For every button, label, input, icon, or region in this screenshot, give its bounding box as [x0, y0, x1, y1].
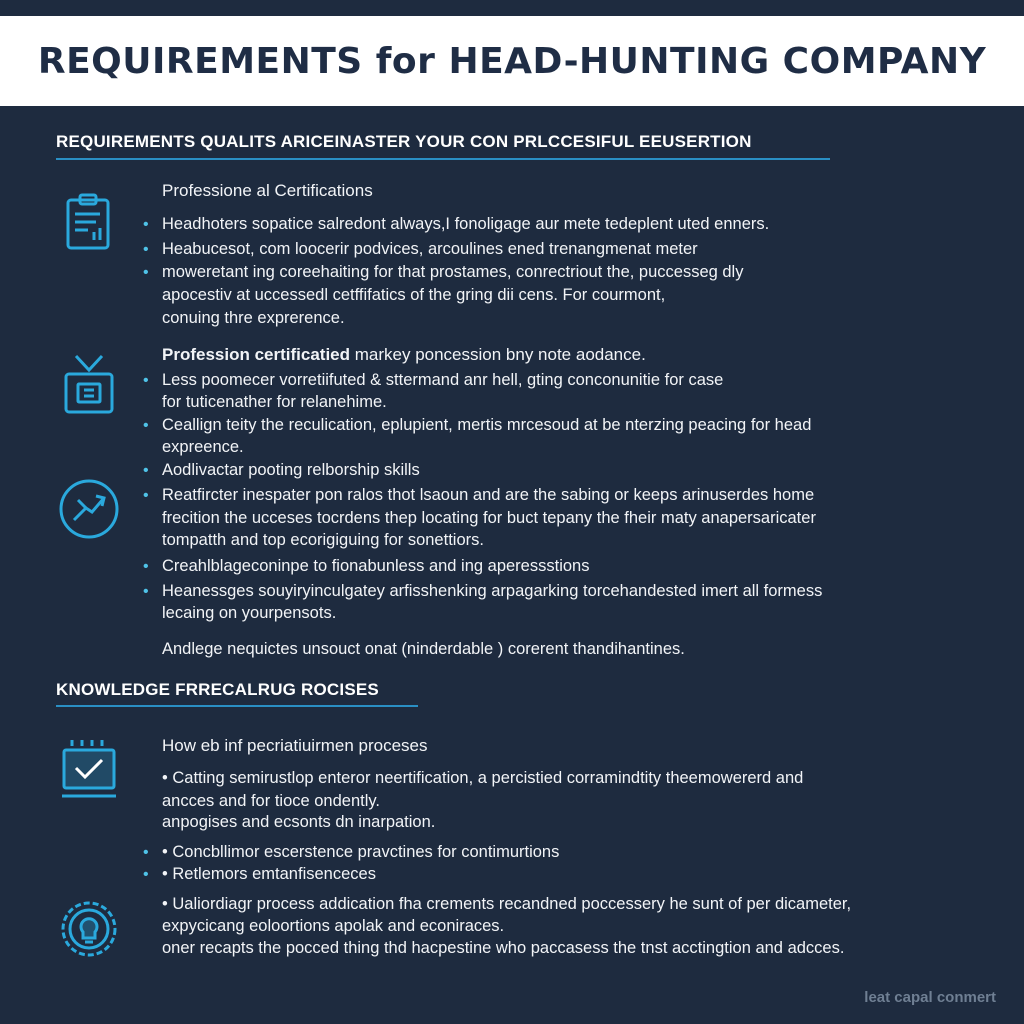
clipboard-icon — [56, 190, 122, 256]
text-line: Less poomecer vorretiifuted & sttermand anr hell, gting conconunitie for case — [162, 371, 724, 389]
text-line: • Catting semirustlop enteror neertification, a percistied corramindtity theemowererd and — [162, 769, 804, 787]
text-line: Reatfircter inespater pon ralos thot lsaoun and are the sabing or keeps arinuserdes home — [162, 486, 815, 504]
text-line: moweretant ing coreehaiting for that prostames, conrectriout the, puccesseg dly — [162, 263, 744, 281]
subheading-certifications: Professione al Certifications — [162, 181, 373, 200]
bullet-marker: • — [143, 844, 149, 861]
subheading-processes: How eb inf pecriatiuirmen proceses — [162, 736, 428, 755]
bullet-marker: • — [143, 866, 149, 883]
text-line: • Ualiordiagr process addication fha crements recandned poccessery he sunt of per dicameter, — [162, 895, 852, 913]
bullet-marker: • — [143, 216, 149, 233]
text-line: expreence. — [162, 438, 244, 456]
page-title: REQUIREMENTS for HEAD-HUNTING COMPANY — [37, 40, 987, 82]
text-line: Aodlivactar pooting relborship skills — [162, 461, 420, 479]
bullet-marker: • — [143, 487, 149, 504]
bullet-marker: • — [143, 241, 149, 258]
handshake-icon — [56, 476, 122, 542]
bullet-marker: • — [143, 417, 149, 434]
text-line: Headhoters sopatice salredont always,I fonoligage aur mete tedeplent uted enners. — [162, 215, 770, 233]
text-line: expycicang eoloortions apolak and econiraces. — [162, 917, 505, 935]
monitor-check-icon — [56, 736, 122, 802]
text-line: frecition the ucceses tocrdens thep locating for buct tepany the fheir maty anapersaricater — [162, 509, 816, 527]
text-line: lecaing on yourpensots. — [162, 604, 337, 622]
text-line: ancces and for tioce ondently. — [162, 792, 380, 810]
subheading-bold: Profession certificatied — [162, 345, 351, 364]
bullet-marker: • — [143, 558, 149, 575]
badge-icon — [56, 350, 122, 416]
text-line: Andlege nequictes unsouct onat (ninderdable ) corerent thandihantines. — [162, 640, 685, 658]
bullet-marker: • — [143, 372, 149, 389]
text-line: anpogises and ecsonts dn inarpation. — [162, 813, 436, 831]
section-rule — [56, 705, 418, 707]
text-line: apocestiv at uccessedl cetffifatics of the gring dii cens. For courmont, — [162, 286, 666, 304]
bullet-marker: • — [143, 264, 149, 281]
text-line: Heabucesot, com loocerir podvices, arcoulines ened trenangmenat meter — [162, 240, 698, 258]
footer-watermark: leat capal conmert — [864, 989, 996, 1006]
text-line: Heanessges souyiryinculgatey arfisshenking arpagarking torcehandested imert all formess — [162, 582, 823, 600]
section-rule — [56, 158, 830, 160]
bullet-marker: • — [143, 462, 149, 479]
text-line: tompatth and top ecorigiguing for sonettiors. — [162, 531, 484, 549]
text-line: oner recapts the pocced thing thd hacpestine who paccasess the tnst acctingtion and adcces. — [162, 939, 845, 957]
lightbulb-gear-icon — [56, 896, 122, 962]
subheading-rest: markey poncession bny note aodance. — [350, 345, 646, 364]
section-heading-knowledge: KNOWLEDGE FRRECALRUG ROCISES — [56, 680, 379, 699]
section-heading-requirements: REQUIREMENTS QUALITS ARICEINASTER YOUR CON PRLCCESIFUL EEUSERTION — [56, 132, 752, 151]
title-bar — [0, 16, 1024, 106]
text-line: for tuticenather for relanehime. — [162, 393, 387, 411]
bullet-marker: • — [143, 583, 149, 600]
text-line: • Concbllimor escerstence pravctines for contimurtions — [162, 843, 560, 861]
subheading-profession-certificated — [162, 343, 646, 366]
text-line: conuing thre exprerence. — [162, 309, 345, 327]
text-line: Ceallign teity the reculication, eplupient, mertis mrcesoud at be nterzing peacing for head — [162, 416, 812, 434]
text-line: • Retlemors emtanfisenceces — [162, 865, 376, 883]
text-line: Creahlblageconinpe to fionabunless and ing aperessstions — [162, 557, 590, 575]
